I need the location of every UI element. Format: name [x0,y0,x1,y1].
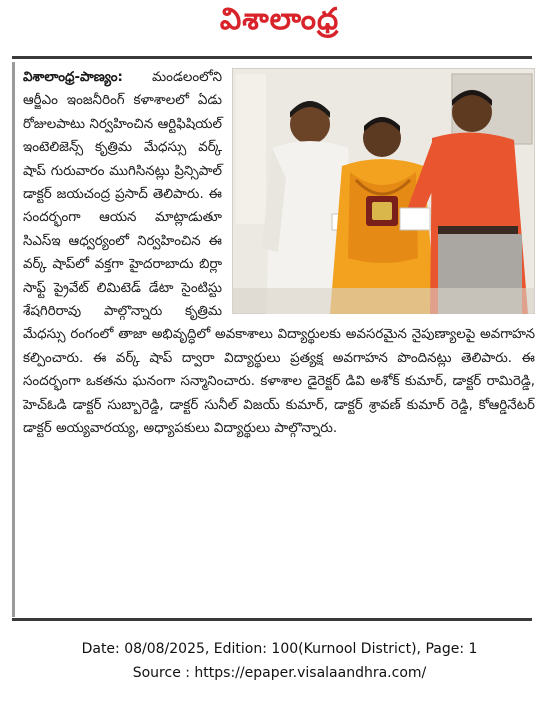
bottom-divider [12,618,532,621]
newspaper-logo: విశాలాంధ్ర [219,2,340,37]
news-clipping [12,62,535,617]
source-link[interactable]: Source : https://epaper.visalaandhra.com/ [132,665,427,681]
article-body: మండలంలోని ఆర్జీఎం ఇంజనీరింగ్ కళాశాలలో ఏడు రోజులపాటు నిర్వహించిన ఆర్టిఫిషియల్ ఇంటెలిజెన్స్ కృత్రిమ మేధస్సు వర్క్ షాప్ గురువారం ముగిసినట్లు ప్రిన్సిపాల్ డాక్టర్ జయచంద్ర ప్రసాద్ తెలిపారు. ఈ సందర్భంగా ఆయన మాట్లాడుతూ సిఎస్ఇ ఆధ్వర్యంలో నిర్వహించిన ఈ వర్క్ షాప్‌లో వక్తగా హైదరాబాదు బిర్లా సాఫ్ట్ ప్రైవేట్ లిమిటెడ్ డేటా సైంటిస్టు శేషగిరిరావు పాల్గొన్నారు కృత్రిమ మేధస్సు రంగంలో తాజా అభివృద్ధిలో అవకాశాలు విద్యార్థులకు అవసరమైన నైపుణ్యాలపై అవగాహన కల్పించారు. ఈ వర్క్ షాప్ ద్వారా విద్యార్థులు ప్రత్యక్ష అవగాహన పొందినట్లు తెలిపారు. ఈ సందర్భంగా ఒకతను ఘనంగా సన్మానించారు. కళాశాల డైరెక్టర్ డివి అశోక్ కుమార్, డాక్టర్ రామిరెడ్డి, హెచ్ఓడి డాక్టర్ సుబ్బారెడ్డి, డాక్టర్ సునీల్ విజయ్ కుమార్, డాక్టర్ శ్రావణ్ కుమార్ రెడ్డి, కోఆర్డినేటర్ డాక్టర్ అయ్యవారయ్య, అధ్యాపకులు విద్యార్థులు పాల్గొన్నారు. [23,70,535,437]
top-divider [12,56,532,59]
article-body-block [23,66,535,441]
felicitation-photo [232,68,535,314]
dateline: విశాలాంధ్ర-పాణ్యం: [23,70,123,85]
edition-info: Date: 08/08/2025, Edition: 100(Kurnool District), Page: 1 [81,641,478,657]
masthead [0,0,559,44]
